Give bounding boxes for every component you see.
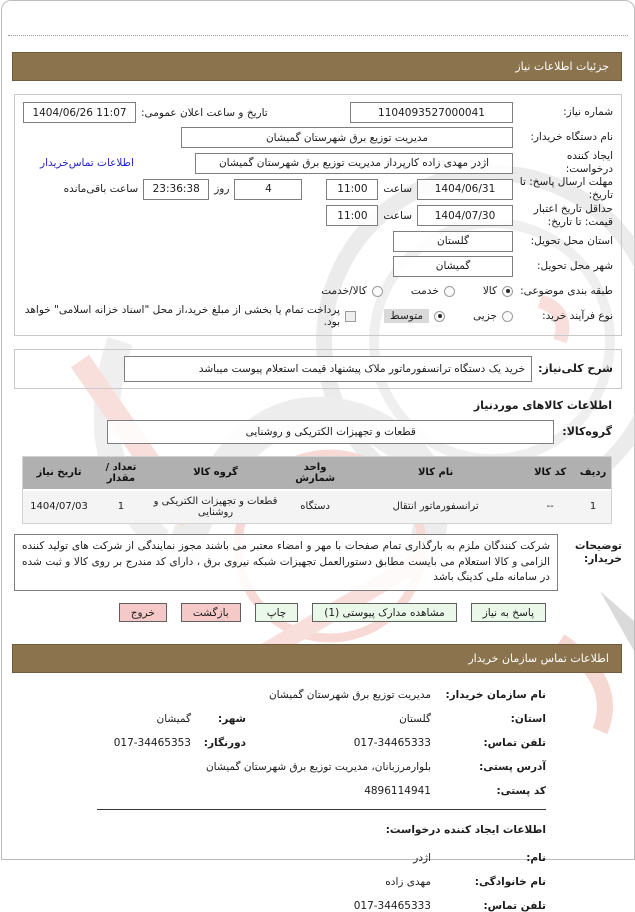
cell-unit: دستگاه	[284, 491, 346, 523]
contact-province-label: استان:	[510, 713, 546, 725]
contact-province-value: گلستان	[399, 713, 431, 725]
announce-datetime-input[interactable]: 1404/06/26 11:07	[23, 102, 136, 123]
category-radio-goods-service[interactable]	[372, 286, 383, 297]
creator-last-name-value: مهدی زاده	[385, 876, 431, 888]
contact-org-row	[2, 689, 546, 701]
col-item-code: کد کالا	[525, 457, 575, 491]
price-validity-label: حداقل تاریخ اعتبار قیمت: تا تاریخ:	[533, 202, 613, 228]
col-item-name: نام کالا	[346, 457, 525, 491]
reply-deadline-row	[23, 176, 613, 202]
reply-deadline-hour-label: ساعت	[383, 183, 412, 196]
process-option-medium-label: متوسط	[384, 309, 429, 323]
contact-phone-value: 017-34465333	[353, 737, 431, 749]
creator-info-title: اطلاعات ایجاد کننده درخواست:	[385, 824, 546, 836]
creator-last-name-label: نام خانوادگی:	[474, 876, 546, 888]
contact-fax-value: 017-34465353	[113, 737, 191, 749]
cell-quantity: 1	[95, 491, 147, 523]
cell-item-group: قطعات و تجهیزات الکتریکی و روشنایی	[147, 491, 284, 523]
process-radio-minor[interactable]	[502, 311, 513, 322]
buyer-notes-input[interactable]: شرکت کنندگان ملزم به بارگذاری تمام صفحات با مهر و امضاء معتبر می باشند مجوز نمایندگی از شرکت های تولید کننده الزامی و کالا استعلام می بایست مطابق دستورالعمل تجهیزات شبکه نیروی برق ، دارای کد مندرج بر روی کالا و ثبت شده در سامانه ملی کدینگ باشد	[14, 534, 558, 591]
creator-first-name-row	[2, 852, 546, 864]
top-divider	[8, 35, 628, 36]
goods-group-row	[24, 420, 612, 444]
contact-fax-label: دورنگار:	[203, 737, 246, 749]
cell-item-name: ترانسفورماتور انتقال	[346, 491, 525, 523]
need-description-input[interactable]: خرید یک دستگاه ترانسفورماتور ملاک پیشنهاد قیمت استعلام پیوست میباشد	[124, 356, 532, 382]
buyer-org-row	[23, 125, 613, 150]
remaining-days-input[interactable]: 4	[234, 179, 302, 200]
remaining-days-label: روز	[214, 183, 230, 196]
buyer-contact-link[interactable]: اطلاعات تماس‌خریدار	[40, 157, 134, 170]
contact-address-row	[2, 761, 546, 773]
contact-phone-fax-row	[2, 737, 546, 749]
contact-province-city-row	[2, 713, 546, 725]
contact-postal-label: کد پستی:	[496, 785, 546, 797]
print-button[interactable]: چاپ	[255, 603, 299, 622]
need-details-panel	[14, 94, 622, 336]
creator-label: ایجاد کننده درخواست:	[565, 150, 613, 176]
category-radio-service[interactable]	[444, 286, 455, 297]
goods-table	[22, 456, 612, 524]
reply-deadline-date-input[interactable]: 1404/06/31	[417, 179, 513, 200]
view-attachments-button[interactable]: مشاهده مدارک پیوستی (1)	[312, 603, 456, 622]
category-row	[23, 279, 613, 304]
col-need-date: تاریخ نیاز	[23, 457, 95, 491]
creator-phone-value: 017-34465333	[353, 900, 431, 912]
goods-group-label: گروه‌کالا:	[562, 425, 612, 439]
delivery-province-input[interactable]: گلستان	[393, 231, 513, 252]
remaining-hours-label: ساعت باقی‌مانده	[63, 183, 139, 196]
treasury-payment-label: پرداخت تمام یا بخشی از مبلغ خرید،از محل "اسناد خزانه اسلامی" خواهد بود.	[24, 304, 341, 329]
exit-button[interactable]: خروج	[119, 603, 167, 622]
contact-org-value: مدیریت توزیع برق شهرستان گمیشان	[268, 689, 431, 701]
category-option-service-label: خدمت	[410, 285, 439, 298]
need-number-input[interactable]: 1104093527000041	[350, 102, 513, 123]
contact-city-value: گمیشان	[156, 713, 191, 725]
process-type-label: نوع فرآیند خرید:	[542, 309, 613, 322]
reply-deadline-hour-input[interactable]: 11:00	[326, 179, 378, 200]
col-row-number: ردیف	[575, 457, 611, 491]
process-type-row	[23, 304, 613, 329]
col-unit: واحد شمارش	[284, 457, 346, 491]
buyer-notes-label: توضیحات خریدار:	[574, 539, 622, 566]
category-option-goods-label: کالا	[482, 285, 497, 298]
col-item-group: گروه کالا	[147, 457, 284, 491]
table-row[interactable]	[23, 491, 611, 523]
creator-row	[23, 150, 613, 176]
need-number-label: شماره نیاز:	[563, 105, 613, 118]
col-quantity: تعداد / مقدار	[95, 457, 147, 491]
delivery-province-row	[23, 229, 613, 254]
contact-address-label: آدرس پستی:	[479, 761, 546, 773]
section-header-details	[12, 52, 622, 81]
creator-phone-label: تلفن تماس:	[483, 900, 546, 912]
need-number-row	[23, 100, 613, 125]
reply-to-need-button[interactable]: پاسخ به نیاز	[471, 603, 546, 622]
cell-item-code: --	[525, 491, 575, 523]
contact-phone-label: تلفن تماس:	[483, 737, 546, 749]
category-radio-goods[interactable]	[502, 286, 513, 297]
creator-last-name-row	[2, 876, 546, 888]
contact-city-label: شهر:	[218, 713, 246, 725]
announce-datetime-label: تاریخ و ساعت اعلان عمومی:	[141, 106, 268, 119]
price-validity-hour-input[interactable]: 11:00	[326, 205, 378, 226]
remaining-hours-value: 23:36:38	[143, 179, 209, 200]
contact-postal-value: 4896114941	[364, 785, 431, 797]
contact-divider	[97, 809, 546, 810]
contact-info	[2, 673, 634, 797]
creator-input[interactable]: اژدر مهدی زاده کارپرداز مدیریت توزیع برق شهرستان گمیشان	[195, 153, 513, 174]
back-button[interactable]: بازگشت	[181, 603, 241, 622]
treasury-payment-checkbox[interactable]	[345, 311, 356, 322]
section-header-details-title: جزئیات اطلاعات نیاز	[515, 60, 609, 73]
buyer-org-input[interactable]: مدیریت توزیع برق شهرستان گمیشان	[181, 127, 513, 148]
action-buttons	[2, 603, 546, 622]
price-validity-hour-label: ساعت	[383, 209, 412, 222]
creator-phone-row	[2, 900, 546, 912]
contact-address-value: بلوارمرزبانان، مدیریت توزیع برق شهرستان گمیشان	[205, 761, 431, 773]
delivery-city-row	[23, 254, 613, 279]
process-option-minor-label: جزیی	[473, 310, 497, 323]
process-radio-medium[interactable]	[434, 311, 445, 322]
buyer-notes-row	[14, 534, 622, 591]
need-description-label: شرح کلی‌نیاز:	[538, 362, 613, 376]
price-validity-row	[23, 203, 613, 229]
category-label: طبقه بندی موضوعی:	[520, 284, 613, 297]
delivery-city-input[interactable]: گمیشان	[393, 256, 513, 277]
category-option-goods-service-label: کالا/خدمت	[321, 285, 367, 298]
creator-info	[2, 852, 634, 912]
contact-org-label: نام سازمان خریدار:	[445, 689, 546, 701]
reply-deadline-label: مهلت ارسال پاسخ: تا تاریخ:	[519, 176, 613, 202]
need-description-panel	[14, 349, 622, 389]
section-header-contact-title: اطلاعات تماس سازمان خریدار	[468, 652, 609, 665]
goods-table-header-row	[23, 457, 611, 491]
creator-first-name-label: نام:	[526, 852, 546, 864]
cell-need-date: 1404/07/03	[23, 491, 95, 523]
goods-group-input[interactable]: قطعات و تجهیزات الکتریکی و روشنایی	[107, 420, 554, 444]
contact-postal-row	[2, 785, 546, 797]
cell-row-number: 1	[575, 491, 611, 523]
section-header-contact	[12, 644, 622, 673]
price-validity-date-input[interactable]: 1404/07/30	[417, 205, 513, 226]
page	[1, 0, 635, 912]
delivery-city-label: شهر محل تحویل:	[537, 259, 613, 272]
creator-first-name-value: اژدر	[413, 852, 431, 864]
delivery-province-label: استان محل تحویل:	[530, 234, 613, 247]
buyer-org-label: نام دستگاه خریدار:	[530, 130, 613, 143]
goods-section-title: اطلاعات کالاهای موردنیاز	[473, 398, 612, 412]
